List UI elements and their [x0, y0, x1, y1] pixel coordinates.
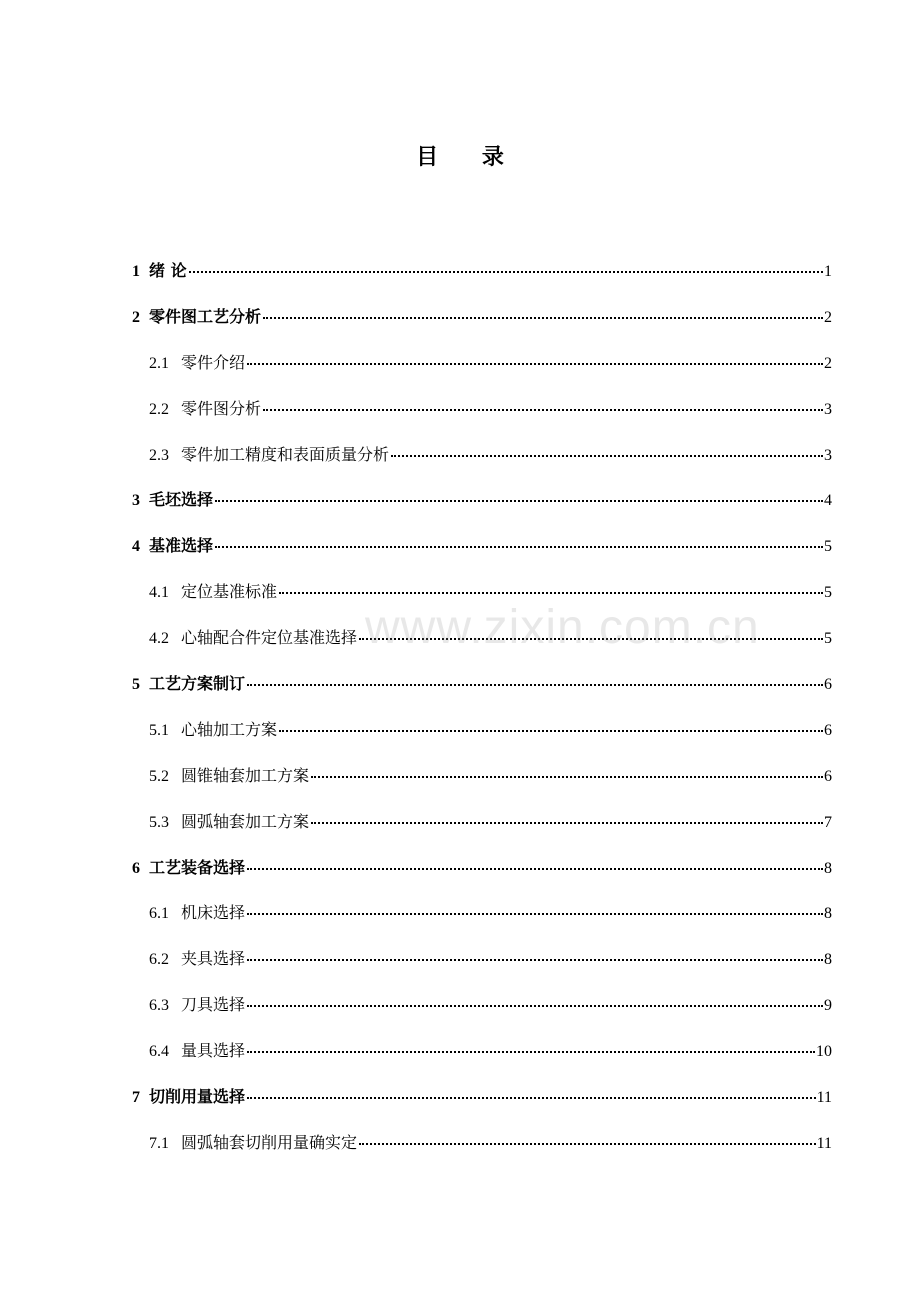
toc-entry-label: 心轴加工方案: [181, 719, 278, 739]
toc-entry-label: 零件介绍: [181, 352, 246, 372]
toc-entry-7[interactable]: [132, 1082, 832, 1128]
toc-entry-number: 7: [132, 1089, 140, 1107]
toc-entry-6-1[interactable]: [132, 898, 832, 944]
toc-entry-6-3[interactable]: [132, 990, 832, 1036]
toc-entry-page-number: 9: [824, 997, 832, 1015]
toc-entry-page-number: 3: [824, 400, 832, 418]
toc-dot-leader: [391, 453, 823, 457]
toc-entry-page-number: 11: [816, 1134, 832, 1152]
toc-entry-label: 基准选择: [149, 536, 214, 556]
toc-entry-2-3[interactable]: [132, 440, 832, 486]
toc-dot-leader: [279, 728, 823, 732]
toc-entry-page-number: 11: [816, 1089, 832, 1107]
toc-entry-label: 工艺装备选择: [149, 857, 246, 877]
toc-entry-label: 圆弧轴套切削用量确实定: [181, 1132, 358, 1152]
toc-dot-leader: [311, 820, 823, 824]
toc-entry-number: 5: [132, 676, 140, 694]
toc-dot-leader: [247, 682, 823, 686]
toc-entry-label: 定位基准标准: [181, 582, 278, 602]
toc-entry-number: 6.2: [149, 951, 169, 969]
toc-dot-leader: [247, 957, 823, 961]
toc-entry-5-3[interactable]: [132, 807, 832, 853]
toc-entry-2[interactable]: [132, 302, 832, 348]
toc-entry-2-2[interactable]: [132, 394, 832, 440]
toc-dot-leader: [247, 361, 823, 365]
toc-entry-5-1[interactable]: [132, 715, 832, 761]
toc-entry-page-number: 5: [824, 630, 832, 648]
toc-entry-number: 2.2: [149, 400, 169, 418]
page-title: 目 录: [416, 145, 522, 170]
toc-entry-label: 量具选择: [181, 1041, 246, 1061]
toc-entry-6-4[interactable]: [132, 1036, 832, 1082]
toc-dot-leader: [359, 1141, 816, 1145]
toc-dot-leader: [215, 544, 823, 548]
toc-entry-page-number: 1: [824, 263, 832, 280]
toc-dot-leader: [247, 1003, 823, 1007]
toc-dot-leader: [263, 407, 823, 411]
toc-entry-5-2[interactable]: [132, 761, 832, 807]
toc-dot-leader: [263, 315, 823, 319]
table-of-contents: [132, 256, 832, 1174]
toc-entry-number: 6: [132, 859, 140, 877]
toc-dot-leader: [247, 1095, 816, 1099]
watermark: www.zixin.com.cn: [365, 601, 760, 654]
toc-entry-4-1[interactable]: [132, 577, 832, 623]
toc-entry-number: 4.1: [149, 584, 169, 602]
toc-entry-2-1[interactable]: [132, 348, 832, 394]
toc-dot-leader: [279, 590, 823, 594]
toc-entry-label: 刀具选择: [181, 995, 246, 1015]
toc-entry-page-number: 10: [816, 1043, 832, 1061]
toc-entry-6[interactable]: [132, 853, 832, 899]
toc-dot-leader: [247, 866, 823, 870]
toc-entry-page-number: 5: [824, 538, 832, 556]
toc-entry-page-number: 3: [824, 446, 832, 464]
toc-entry-label: 绪 论: [149, 261, 187, 280]
toc-dot-leader: [247, 1049, 815, 1053]
toc-entry-number: 2: [132, 308, 140, 326]
toc-entry-6-2[interactable]: [132, 944, 832, 990]
toc-entry-page-number: 2: [824, 354, 832, 372]
toc-entry-1[interactable]: [132, 256, 832, 302]
toc-entry-page-number: 6: [824, 767, 832, 785]
toc-entry-number: 2.3: [149, 446, 169, 464]
toc-entry-label: 零件加工精度和表面质量分析: [181, 444, 390, 464]
toc-dot-leader: [359, 636, 823, 640]
toc-entry-page-number: 5: [824, 584, 832, 602]
toc-entry-label: 夹具选择: [181, 949, 246, 969]
toc-entry-page-number: 2: [824, 308, 832, 326]
toc-entry-label: 毛坯选择: [149, 490, 214, 510]
toc-entry-number: 6.1: [149, 905, 169, 923]
toc-entry-number: 2.1: [149, 354, 169, 372]
toc-entry-3[interactable]: [132, 485, 832, 531]
toc-entry-page-number: 6: [824, 721, 832, 739]
toc-entry-page-number: 8: [824, 905, 832, 923]
toc-entry-number: 5.2: [149, 767, 169, 785]
toc-entry-7-1[interactable]: [132, 1128, 832, 1174]
toc-entry-label: 圆锥轴套加工方案: [181, 765, 310, 785]
toc-entry-number: 4.2: [149, 630, 169, 648]
toc-entry-number: 3: [132, 492, 140, 510]
toc-entry-number: 6.4: [149, 1043, 169, 1061]
toc-entry-number: 6.3: [149, 997, 169, 1015]
toc-entry-label: 机床选择: [181, 903, 246, 923]
toc-entry-page-number: 6: [824, 676, 832, 694]
toc-entry-number: 4: [132, 538, 140, 556]
toc-entry-number: 1: [132, 263, 140, 280]
toc-entry-label: 心轴配合件定位基准选择: [181, 628, 358, 648]
toc-dot-leader: [215, 498, 823, 502]
toc-dot-leader: [189, 269, 823, 273]
toc-entry-4-2[interactable]: [132, 623, 832, 669]
toc-entry-number: 5.3: [149, 813, 169, 831]
toc-entry-number: 5.1: [149, 721, 169, 739]
toc-entry-page-number: 8: [824, 859, 832, 877]
toc-dot-leader: [311, 774, 823, 778]
toc-dot-leader: [247, 911, 823, 915]
toc-entry-label: 零件图分析: [181, 398, 262, 418]
toc-entry-label: 切削用量选择: [149, 1087, 246, 1107]
toc-entry-label: 零件图工艺分析: [149, 306, 262, 326]
toc-entry-page-number: 4: [824, 492, 832, 510]
toc-entry-5[interactable]: [132, 669, 832, 715]
toc-entry-label: 圆弧轴套加工方案: [181, 811, 310, 831]
toc-entry-page-number: 8: [824, 951, 832, 969]
toc-entry-4[interactable]: [132, 531, 832, 577]
toc-entry-label: 工艺方案制订: [149, 674, 246, 694]
toc-entry-page-number: 7: [824, 813, 832, 831]
toc-entry-number: 7.1: [149, 1134, 169, 1152]
